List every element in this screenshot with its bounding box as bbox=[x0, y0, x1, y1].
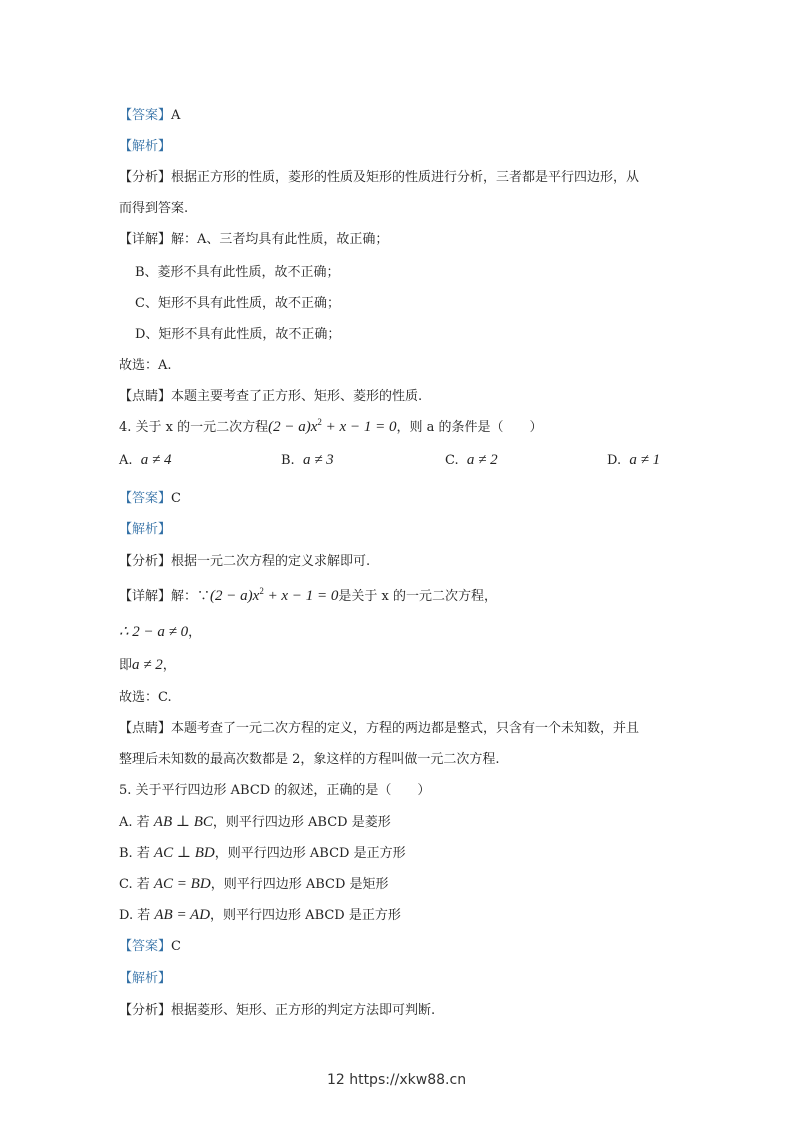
equation: $(2 - a)x^2 + x - 1 = 0$ bbox=[268, 417, 397, 435]
detail-tag: 【详解】 bbox=[119, 232, 172, 247]
fenxi-tag: 【分析】 bbox=[119, 170, 172, 185]
q4-stem bbox=[119, 416, 542, 436]
answer-value: A bbox=[171, 108, 181, 123]
q5-option-a: A. 若 AB ⊥ BC，则平行四边形 ABCD 是菱形 bbox=[119, 814, 391, 830]
q3-detail-d: D、矩形不具有此性质，故不正确； bbox=[135, 327, 341, 342]
q4-analysis-tag: 【解析】 bbox=[119, 522, 172, 537]
stem-prefix: 4. 关于 x 的一元二次方程 bbox=[119, 420, 269, 435]
q5-analysis-tag: 【解析】 bbox=[119, 971, 172, 986]
q3-detail bbox=[119, 228, 388, 247]
q4-fenxi bbox=[119, 550, 370, 569]
q5-answer bbox=[119, 935, 181, 954]
detail-suffix: 是关于 x 的一元二次方程， bbox=[338, 589, 497, 604]
q5-option-b: B. 若 AC ⊥ BD，则平行四边形 ABCD 是正方形 bbox=[119, 845, 406, 861]
q3-choose: 故选：A. bbox=[119, 358, 172, 373]
q5-option-c: C. 若 AC = BD，则平行四边形 ABCD 是矩形 bbox=[119, 876, 389, 892]
option-a: A. a ≠ 4 bbox=[119, 452, 172, 468]
dianjing-tag: 【点睛】 bbox=[119, 721, 172, 736]
q5-option-d: D. 若 AB = AD，则平行四边形 ABCD 是正方形 bbox=[119, 907, 401, 923]
answer-tag: 【答案】 bbox=[119, 491, 172, 506]
option-d: D. a ≠ 1 bbox=[607, 452, 661, 468]
q3-fenxi bbox=[119, 166, 639, 185]
detail-tag: 【详解】 bbox=[119, 589, 172, 604]
q5-stem: 5. 关于平行四边形 ABCD 的叙述，正确的是（ ） bbox=[119, 783, 431, 798]
q3-analysis-tag: 【解析】 bbox=[119, 139, 172, 154]
detail-a: 解：A、三者均具有此性质，故正确； bbox=[171, 232, 389, 247]
q4-options bbox=[119, 452, 719, 476]
answer-tag: 【答案】 bbox=[119, 108, 172, 123]
q4-detail bbox=[119, 585, 497, 605]
detail-prefix: 解：∵ bbox=[171, 589, 211, 604]
dianjing-text: 本题主要考查了正方形、矩形、菱形的性质. bbox=[171, 389, 423, 404]
fenxi-text: 根据菱形、矩形、正方形的判定方法即可判断. bbox=[171, 1003, 436, 1018]
q3-answer bbox=[119, 104, 180, 123]
ji-math: a ≠ 2 bbox=[132, 657, 163, 673]
stem-suffix: ，则 a 的条件是（ ） bbox=[396, 420, 543, 435]
therefore-math: ∴ 2 − a ≠ 0 bbox=[119, 624, 189, 640]
q3-dianjing bbox=[119, 385, 422, 404]
q4-ji: 即a ≠ 2， bbox=[119, 657, 176, 673]
dianjing-text: 本题考查了一元二次方程的定义，方程的两边都是整式，只含有一个未知数，并且 bbox=[171, 721, 640, 736]
fenxi-text: 根据正方形的性质，菱形的性质及矩形的性质进行分析，三者都是平行四边形，从 bbox=[171, 170, 640, 185]
fenxi-tag: 【分析】 bbox=[119, 554, 172, 569]
answer-value: C bbox=[171, 939, 181, 954]
q3-detail-c: C、矩形不具有此性质，故不正确； bbox=[135, 296, 340, 311]
detail-equation: $(2 - a)x^2 + x - 1 = 0$ bbox=[210, 586, 339, 604]
q3-fenxi-cont: 而得到答案. bbox=[119, 201, 189, 216]
fenxi-text: 根据一元二次方程的定义求解即可. bbox=[171, 554, 371, 569]
q4-therefore: ∴ 2 − a ≠ 0， bbox=[119, 624, 202, 640]
page-footer: 12 https://xkw88.cn bbox=[326, 1072, 467, 1088]
fenxi-tag: 【分析】 bbox=[119, 1003, 172, 1018]
q4-choose: 故选：C. bbox=[119, 690, 172, 705]
dianjing-tag: 【点睛】 bbox=[119, 389, 172, 404]
answer-tag: 【答案】 bbox=[119, 939, 172, 954]
answer-value: C bbox=[171, 491, 181, 506]
option-c: C. a ≠ 2 bbox=[445, 452, 498, 468]
q4-dianjing bbox=[119, 717, 639, 736]
q4-dianjing-cont: 整理后未知数的最高次数都是 2，象这样的方程叫做一元二次方程. bbox=[119, 752, 500, 767]
q4-answer bbox=[119, 487, 181, 506]
q5-fenxi bbox=[119, 999, 435, 1018]
option-b: B. a ≠ 3 bbox=[281, 452, 334, 468]
q3-detail-b: B、菱形不具有此性质，故不正确； bbox=[135, 265, 340, 280]
